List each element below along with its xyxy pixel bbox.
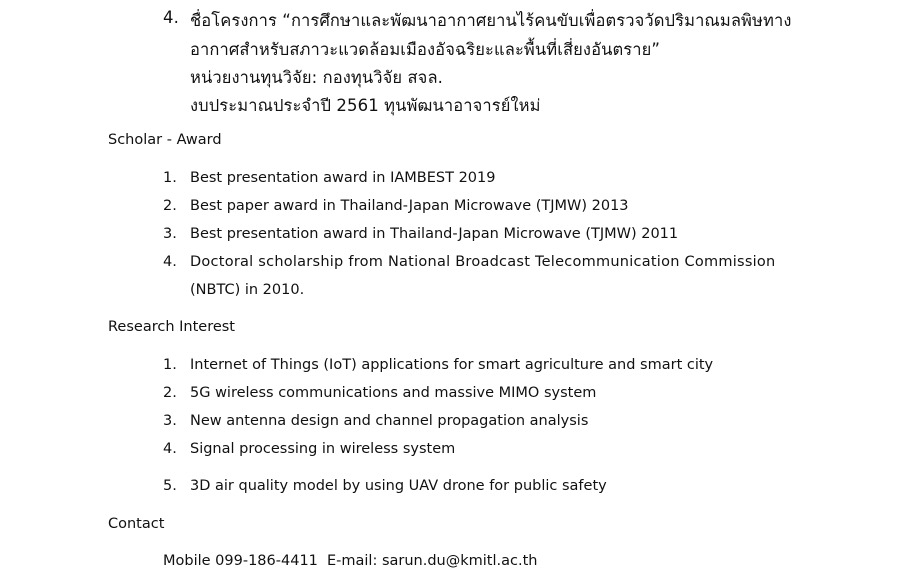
- research-item: Internet of Things (IoT) applications for smart agriculture and smart city: [190, 357, 714, 373]
- award-item: Doctoral scholarship from National Broadcast Telecommunication Commission: [190, 254, 776, 270]
- award-number: 3.: [163, 226, 177, 242]
- project-budget-year: งบประมาณประจำปี 2561 ทุนพัฒนาอาจารย์ใหม่: [190, 96, 541, 115]
- contact-heading: Contact: [108, 516, 165, 532]
- research-item: New antenna design and channel propagation analysis: [190, 413, 589, 429]
- award-item: Best paper award in Thailand-Japan Microwave (TJMW) 2013: [190, 198, 629, 214]
- research-item: 3D air quality model by using UAV drone for public safety: [190, 478, 607, 494]
- project-title-line2: อากาศสำหรับสภาวะแวดล้อมเมืองอัจฉริยะและพื้นที่เสี่ยงอันตราย”: [190, 40, 661, 59]
- award-item: Best presentation award in Thailand-Japan Microwave (TJMW) 2011: [190, 226, 679, 242]
- research-item: 5G wireless communications and massive MIMO system: [190, 385, 597, 401]
- award-number: 4.: [163, 254, 177, 270]
- research-number: 1.: [163, 357, 177, 373]
- project-number: 4.: [163, 8, 179, 27]
- project-funding-agency: หน่วยงานทุนวิจัย: กองทุนวิจัย สจล.: [190, 68, 444, 87]
- research-item: Signal processing in wireless system: [190, 441, 456, 457]
- contact-mobile: Mobile 099-186-4411: [163, 553, 318, 569]
- research-number: 5.: [163, 478, 177, 494]
- research-number: 4.: [163, 441, 177, 457]
- awards-heading: Scholar - Award: [108, 132, 222, 148]
- research-heading: Research Interest: [108, 319, 235, 335]
- project-title-line1: ชื่อโครงการ “การศึกษาและพัฒนาอากาศยานไร้คนขับเพื่อตรวจวัดปริมาณมลพิษทาง: [190, 11, 792, 30]
- contact-email[interactable]: E-mail: sarun.du@kmitl.ac.th: [327, 553, 538, 569]
- award-number: 1.: [163, 170, 177, 186]
- award-item-continuation: (NBTC) in 2010.: [190, 282, 305, 298]
- award-number: 2.: [163, 198, 177, 214]
- award-item: Best presentation award in IAMBEST 2019: [190, 170, 496, 186]
- research-number: 3.: [163, 413, 177, 429]
- research-number: 2.: [163, 385, 177, 401]
